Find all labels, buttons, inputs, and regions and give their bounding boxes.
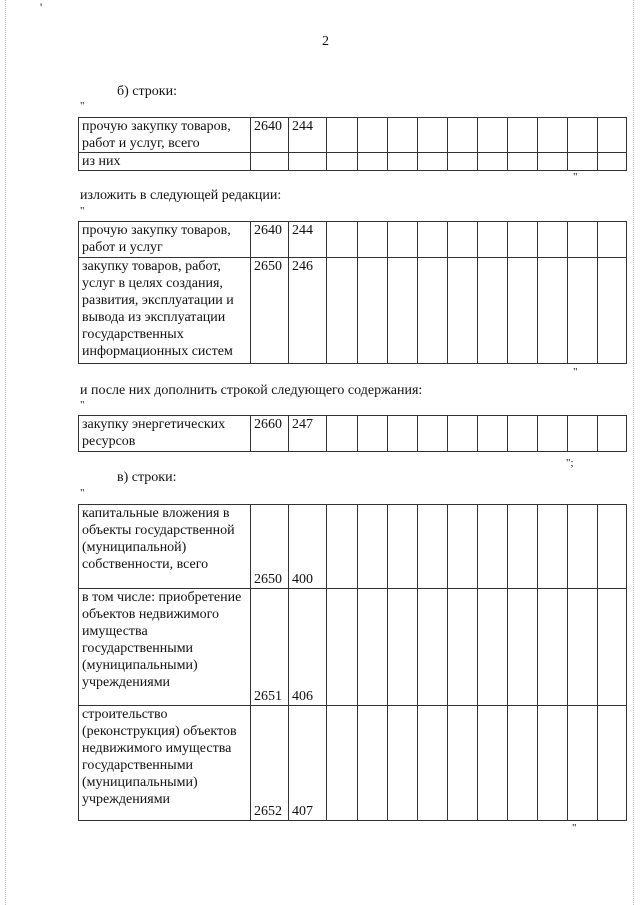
scan-mark: ' [40,0,43,14]
open-quote: " [80,487,85,499]
row-code: 2651 [251,589,289,706]
page-number: 2 [322,34,329,49]
row-code: 2650 [251,505,289,589]
open-quote: " [80,399,85,411]
open-quote: " [80,205,85,217]
section-b-heading: б) строки: [117,84,177,99]
kosgu-code: 246 [289,258,327,364]
table-row [79,118,627,153]
table-row [79,153,627,171]
open-quote: " [80,100,85,112]
kosgu-code: 406 [289,589,327,706]
table-row [79,222,627,258]
table-row [79,706,627,821]
row-label: из них [79,153,251,171]
instruction-replace: изложить в следующей редакции: [80,188,282,203]
row-code: 2650 [251,258,289,364]
kosgu-code: 400 [289,505,327,589]
added-row-table [78,415,627,452]
close-quote-semicolon: "; [566,457,574,469]
section-c-heading: в) строки: [117,470,177,485]
section-c-table [78,504,627,821]
kosgu-code: 247 [289,416,327,452]
kosgu-code: 407 [289,706,327,821]
row-label: закупку товаров, работ, услуг в целях создания, развития, эксплуатации и вывода из эксплуатации государственных информационных систем [79,258,251,364]
row-label: в том числе: приобретение объектов недвижимого имущества государственными (муниципальными) учреждениями [79,589,251,706]
close-quote: " [573,366,578,378]
row-label: прочую закупку товаров, работ и услуг [79,222,251,258]
row-label: строительство (реконструкция) объектов недвижимого имущества государственными (муниципальными) учреждениями [79,706,251,821]
row-code: 2640 [251,222,289,258]
close-quote: " [572,822,577,834]
instruction-add: и после них дополнить строкой следующего содержания: [80,383,423,398]
old-rows-table [78,117,627,171]
close-quote: " [573,171,578,183]
row-label: капитальные вложения в объекты государственной (муниципальной) собственности, всего [79,505,251,589]
table-row [79,416,627,452]
table-row [79,589,627,706]
kosgu-code: 244 [289,118,327,153]
row-code: 2652 [251,706,289,821]
row-label: прочую закупку товаров, работ и услуг, всего [79,118,251,153]
table-row [79,258,627,364]
row-label: закупку энергетических ресурсов [79,416,251,452]
row-code: 2660 [251,416,289,452]
row-code: 2640 [251,118,289,153]
kosgu-code: 244 [289,222,327,258]
table-row [79,505,627,589]
new-rows-table [78,221,627,364]
